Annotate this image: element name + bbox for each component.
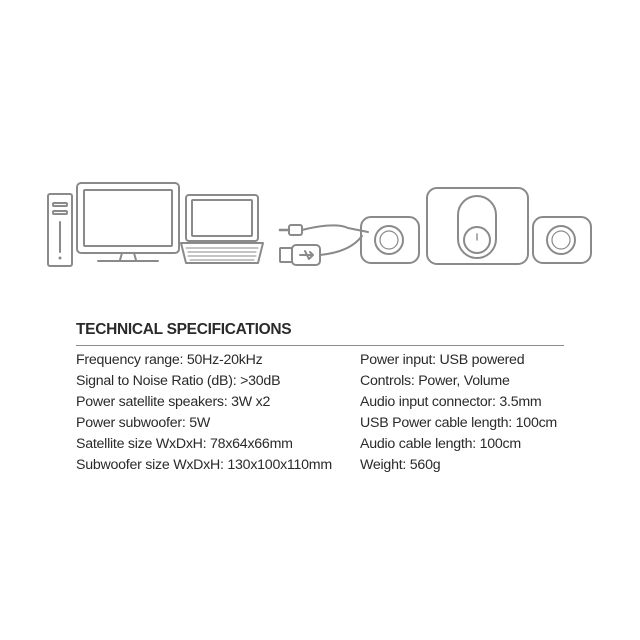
spec-item: Weight: 560g xyxy=(360,457,441,473)
satellite-speaker-icon xyxy=(361,217,419,263)
spec-item: Audio input connector: 3.5mm xyxy=(360,394,542,410)
usb-plug-icon xyxy=(280,236,362,265)
spec-item: Power input: USB powered xyxy=(360,352,525,368)
spec-list-left xyxy=(76,350,332,476)
spec-item: Subwoofer size WxDxH: 130x100x110mm xyxy=(76,457,332,473)
spec-item: Controls: Power, Volume xyxy=(360,373,510,389)
monitor-icon xyxy=(77,183,179,261)
subwoofer-icon xyxy=(427,188,528,264)
divider xyxy=(76,345,564,346)
spec-item: Audio cable length: 100cm xyxy=(360,436,521,452)
pc-tower-icon xyxy=(48,194,72,266)
spec-item: Frequency range: 50Hz-20kHz xyxy=(76,352,263,368)
spec-title: TECHNICAL SPECIFICATIONS xyxy=(76,321,292,338)
spec-item: Signal to Noise Ratio (dB): >30dB xyxy=(76,373,281,389)
spec-item: Power subwoofer: 5W xyxy=(76,415,211,431)
audio-jack-icon xyxy=(279,225,368,235)
laptop-icon xyxy=(181,195,263,263)
product-connection-illustration xyxy=(40,180,600,275)
spec-item: Power satellite speakers: 3W x2 xyxy=(76,394,271,410)
spec-list-right xyxy=(360,350,557,476)
spec-item: Satellite size WxDxH: 78x64x66mm xyxy=(76,436,293,452)
spec-item: USB Power cable length: 100cm xyxy=(360,415,558,431)
satellite-speaker-icon xyxy=(533,217,591,263)
